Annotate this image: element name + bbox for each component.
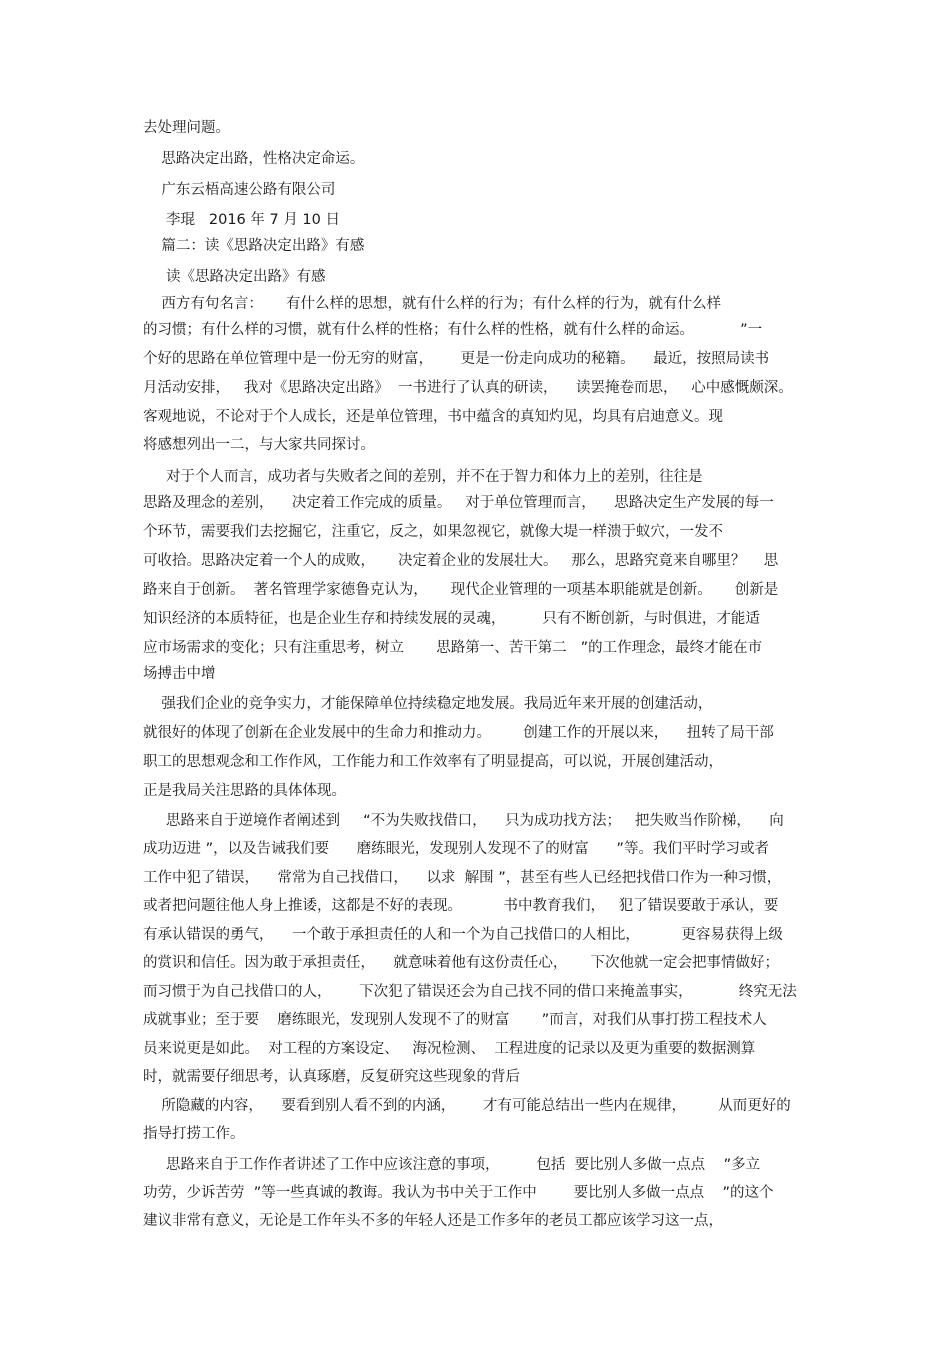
text-line: 就很好的体现了创新在企业发展中的生命力和推动力。 创建工作的开展以来， 扭转了局干部 (143, 725, 774, 741)
text-line: 月活动安排， 我对《思路决定出路》 一书进行了认真的研读， 读罢掩卷而思， 心中感慨颇深。 (143, 380, 793, 396)
text-line: 或者把问题往他人身上推诿，这都是不好的表现。 书中教育我们， 犯了错误要敢于承认，要 (143, 898, 779, 914)
text-line: 将感想列出一二，与大家共同探讨。 (143, 437, 375, 453)
text-line: 所隐藏的内容， 要看到别人看不到的内涵， 才有可能总结出一些内在规律， 从而更好的 (143, 1098, 791, 1114)
text-line: 时，就需要仔细思考，认真琢磨，反复研究这些现象的背后 (143, 1069, 520, 1085)
text-line: 可收拾。思路决定着一个人的成败， 决定着企业的发展壮大。 那么，思路究竟来自哪里？ 思 (143, 553, 779, 569)
text-line: 指导打捞工作。 (143, 1126, 245, 1142)
text-line: 成就事业；至于要 磨练眼光，发现别人发现不了的财富 ”而言，对我们从事打捞工程技术人 (143, 1012, 767, 1028)
text-line: 读《思路决定出路》有感 (143, 269, 326, 285)
text-line: 西方有句名言： 有什么样的思想，就有什么样的行为；有什么样的行为，就有什么样 (143, 296, 721, 312)
text-line: 员来说更是如此。 对工程的方案设定、 海况检测、 工程进度的记录以及更为重要的数据测算 (143, 1041, 756, 1057)
text-line: 工作中犯了错误， 常常为自己找借口， 以求 解围 ”，甚至有些人已经把找借口作为一种习惯， (143, 870, 782, 886)
text-line: 思路决定出路，性格决定命运。 (143, 151, 365, 167)
text-line: 李琨 2016 年 7 月 10 日 (143, 212, 340, 228)
text-line: 客观地说，不论对于个人成长，还是单位管理，书中蕴含的真知灼见，均具有启迪意义。现 (143, 409, 723, 425)
text-line: 建议非常有意义，无论是工作年头不多的年轻人还是工作多年的老员工都应该学习这一点， (143, 1213, 723, 1229)
text-line: 成功迈进 ”，以及告诫我们要 磨练眼光，发现别人发现不了的财富 ”等。我们平时学习或者 (143, 841, 769, 857)
text-line: 职工的思想观念和工作作风，工作能力和工作效率有了明显提高，可以说，开展创建活动， (143, 754, 723, 770)
text-line: 强我们企业的竞争实力，才能保障单位持续稳定地发展。我局近年来开展的创建活动， (143, 696, 713, 712)
text-line: 场搏击中增 (143, 666, 216, 682)
text-line: 正是我局关注思路的具体体现。 (143, 783, 346, 799)
text-line: 广东云梧高速公路有限公司 (143, 182, 336, 198)
text-line: 知识经济的本质特征，也是企业生存和持续发展的灵魂， 只有不断创新，与时俱进，才能适 (143, 611, 760, 627)
text-line: 个好的思路在单位管理中是一份无穷的财富， 更是一份走向成功的秘籍。 最近，按照局读书 (143, 351, 770, 367)
text-line: 思路来自于工作作者讲述了工作中应该注意的事项， 包括 要比别人多做一点点 ”多立 (143, 1157, 761, 1173)
text-line: 应市场需求的变化；只有注重思考，树立 思路第一、苦干第二 ”的工作理念，最终才能在市 (143, 640, 763, 656)
text-line: 思路来自于逆境作者阐述到 “不为失败找借口， 只为成功找方法； 把失败当作阶梯， 向 (143, 813, 784, 829)
text-line: 而习惯于为自己找借口的人， 下次犯了错误还会为自己找不同的借口来掩盖事实， 终究无法 (143, 984, 797, 1000)
text-line: 有承认错误的勇气， 一个敢于承担责任的人和一个为自己找借口的人相比， 更容易获得上级 (143, 927, 783, 943)
text-line: 篇二：读《思路决定出路》有感 (143, 238, 365, 254)
text-line: 对于个人而言，成功者与失败者之间的差别，并不在于智力和体力上的差别，往往是 (143, 469, 703, 485)
text-line: 去处理问题。 (143, 120, 230, 136)
text-line: 的习惯；有什么样的习惯，就有什么样的性格；有什么样的性格，就有什么样的命运。 ”一 (143, 322, 763, 338)
text-line: 路来自于创新。 著名管理学家德鲁克认为， 现代企业管理的一项基本职能就是创新。 创新是 (143, 582, 779, 598)
text-line: 功劳，少诉苦劳 ”等一些真诚的教诲。我认为书中关于工作中 要比别人多做一点点 ”的这个 (143, 1185, 774, 1201)
text-line: 的赏识和信任。因为敢于承担责任， 就意味着他有这份责任心， 下次他就一定会把事情做好； (143, 955, 779, 971)
text-line: 个环节，需要我们去挖掘它，注重它，反之，如果忽视它，就像大堤一样溃于蚁穴，一发不 (143, 524, 723, 540)
text-line: 思路及理念的差别， 决定着工作完成的质量。 对于单位管理而言， 思路决定生产发展的每一 (143, 495, 774, 511)
